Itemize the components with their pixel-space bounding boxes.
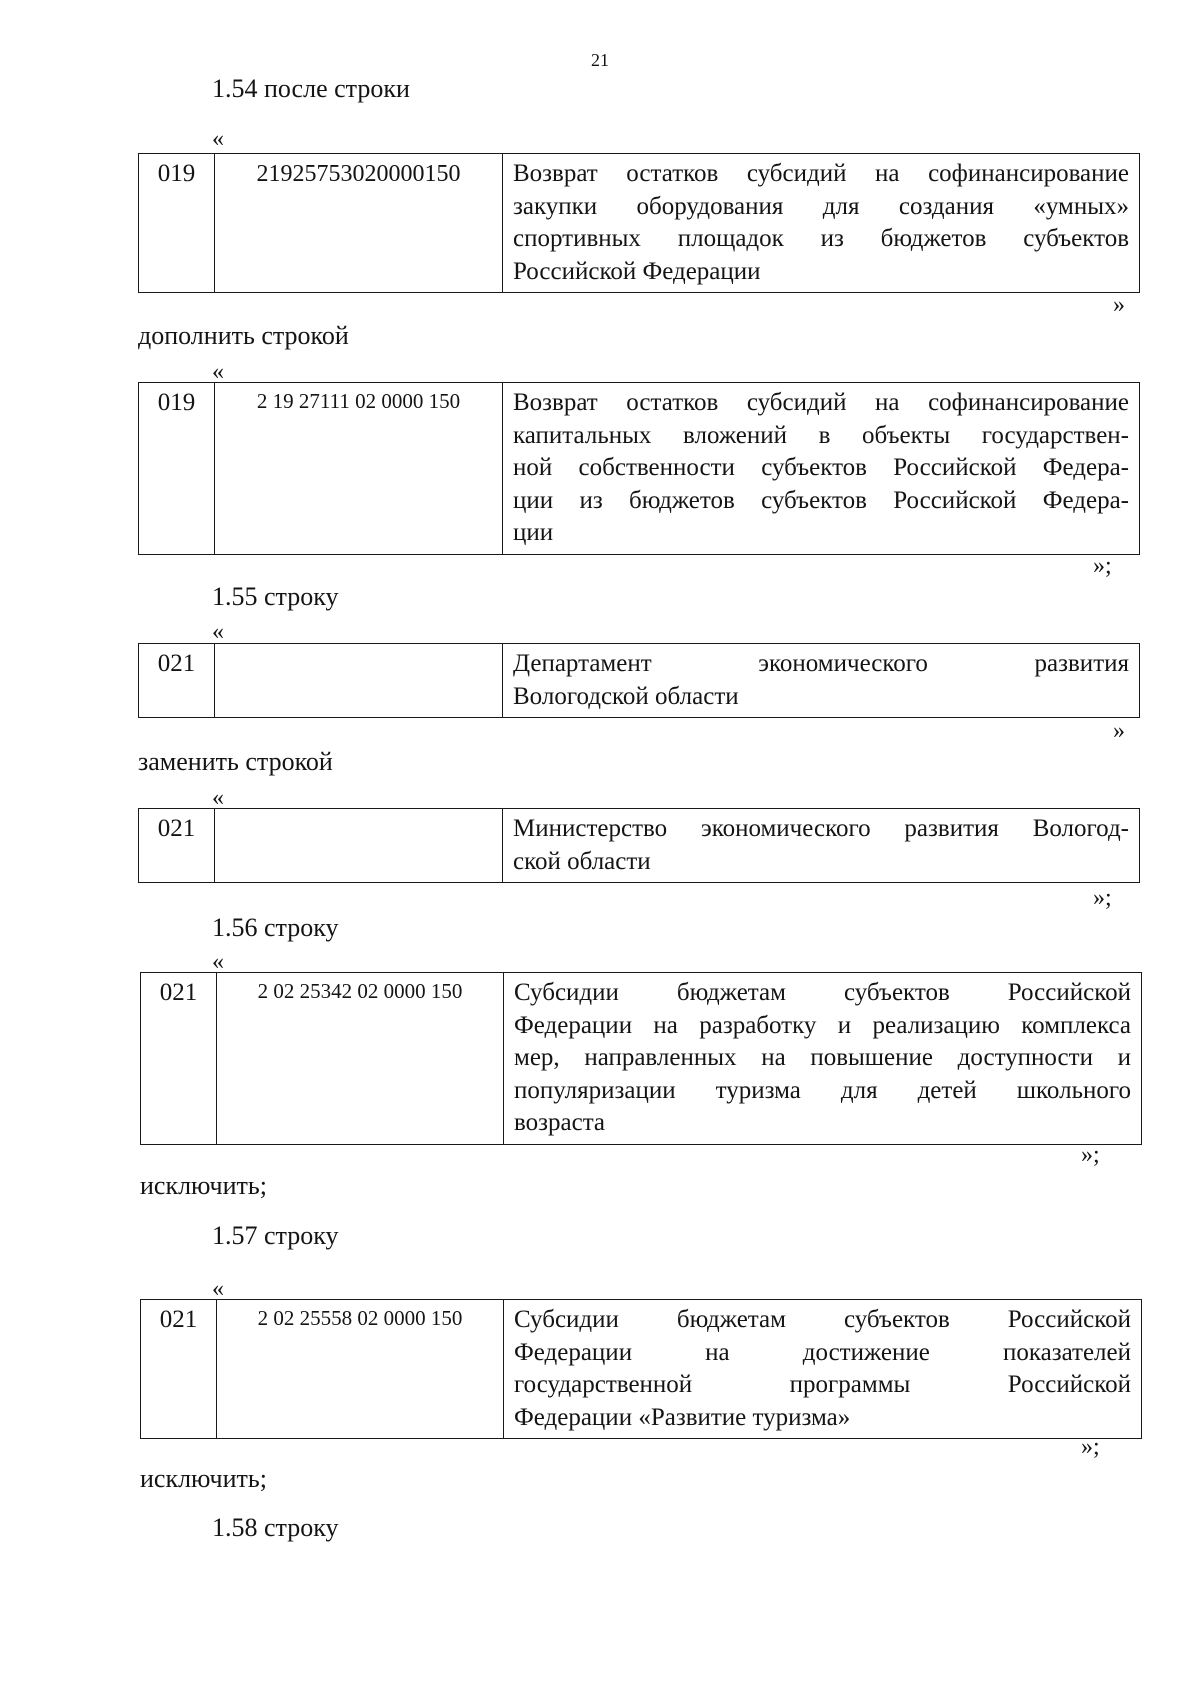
kbk-code-cell bbox=[215, 809, 503, 883]
page-number: 21 bbox=[591, 50, 609, 70]
name-line: ской области bbox=[513, 847, 651, 875]
close-quote: » bbox=[1113, 718, 1125, 744]
revenue-name-cell bbox=[503, 809, 1140, 883]
name-line: возраста bbox=[514, 1109, 606, 1136]
name-line: ции bbox=[513, 519, 554, 546]
budget-code-table bbox=[140, 1299, 1142, 1439]
name-line: ной собственности субъектов Российской Федера- bbox=[513, 454, 1129, 481]
name-line: Вологодской области bbox=[513, 682, 739, 710]
revenue-name-cell bbox=[504, 973, 1142, 1145]
admin-code-cell: 019 bbox=[139, 383, 215, 555]
table-row bbox=[141, 1300, 1142, 1439]
name-line: Министерство экономического развития Вологод- bbox=[513, 815, 1129, 842]
instruction-text: исключить; bbox=[140, 1171, 267, 1200]
instruction-text: заменить строкой bbox=[138, 747, 333, 776]
name-line: капитальных вложений в объекты государствен- bbox=[513, 421, 1129, 449]
name-line: Федерации на разработку и реализацию комплекса bbox=[514, 1011, 1131, 1039]
budget-code-table bbox=[138, 808, 1140, 883]
revenue-name-cell bbox=[504, 1300, 1142, 1439]
table-row bbox=[139, 383, 1140, 555]
name-line: государственной программы Российской bbox=[514, 1371, 1131, 1398]
name-line: Возврат остатков субсидий на софинансирование bbox=[513, 160, 1129, 187]
close-quote: » bbox=[1113, 292, 1125, 318]
kbk-code-cell bbox=[215, 644, 503, 718]
name-line: Федерации «Развитие туризма» bbox=[514, 1403, 851, 1431]
admin-code-cell: 021 bbox=[139, 644, 215, 718]
open-quote: « bbox=[212, 359, 224, 385]
open-quote: « bbox=[212, 619, 224, 645]
open-quote: « bbox=[212, 126, 224, 152]
instruction-text: исключить; bbox=[140, 1464, 267, 1493]
open-quote: « bbox=[212, 785, 224, 811]
instruction-text: 1.56 строку bbox=[212, 913, 339, 942]
name-line: Российской Федерации bbox=[513, 257, 761, 285]
kbk-code-cell: 21925753020000150 bbox=[215, 154, 503, 293]
revenue-name-cell bbox=[503, 383, 1140, 555]
name-line: спортивных площадок из бюджетов субъектов bbox=[513, 225, 1129, 252]
instruction-text: 1.54 после строки bbox=[212, 74, 410, 103]
admin-code-cell: 021 bbox=[141, 973, 217, 1145]
name-line: Федерации на достижение показателей bbox=[514, 1338, 1131, 1366]
admin-code-cell: 021 bbox=[139, 809, 215, 883]
close-quote: »; bbox=[1093, 885, 1112, 911]
name-line: закупки оборудования для создания «умных» bbox=[513, 192, 1129, 220]
open-quote: « bbox=[212, 1276, 224, 1302]
table-row bbox=[139, 644, 1140, 718]
budget-code-table bbox=[138, 382, 1140, 555]
name-line: Субсидии бюджетам субъектов Российской bbox=[514, 979, 1131, 1006]
close-quote: »; bbox=[1081, 1434, 1100, 1460]
kbk-code-cell: 2 19 27111 02 0000 150 bbox=[215, 383, 503, 555]
instruction-text: 1.57 строку bbox=[212, 1221, 339, 1250]
kbk-code-cell: 2 02 25558 02 0000 150 bbox=[217, 1300, 504, 1439]
name-line: мер, направленных на повышение доступности и bbox=[514, 1044, 1131, 1071]
close-quote: »; bbox=[1081, 1142, 1100, 1168]
table-row bbox=[139, 809, 1140, 883]
table-row bbox=[141, 973, 1142, 1145]
instruction-text: дополнить строкой bbox=[138, 321, 349, 350]
instruction-text: 1.58 строку bbox=[212, 1513, 339, 1542]
budget-code-table bbox=[138, 153, 1140, 293]
budget-code-table bbox=[140, 972, 1142, 1145]
table-row bbox=[139, 154, 1140, 293]
open-quote: « bbox=[212, 949, 224, 975]
revenue-name-cell bbox=[503, 644, 1140, 718]
name-line: ции из бюджетов субъектов Российской Федера- bbox=[513, 486, 1129, 514]
admin-code-cell: 019 bbox=[139, 154, 215, 293]
name-line: Департамент экономического развития bbox=[513, 650, 1129, 677]
admin-code-cell: 021 bbox=[141, 1300, 217, 1439]
name-line: Возврат остатков субсидий на софинансирование bbox=[513, 389, 1129, 416]
name-line: популяризации туризма для детей школьного bbox=[514, 1076, 1131, 1104]
close-quote: »; bbox=[1093, 553, 1112, 579]
instruction-text: 1.55 строку bbox=[212, 582, 339, 611]
name-line: Субсидии бюджетам субъектов Российской bbox=[514, 1306, 1131, 1333]
budget-code-table bbox=[138, 643, 1140, 718]
kbk-code-cell: 2 02 25342 02 0000 150 bbox=[217, 973, 504, 1145]
revenue-name-cell bbox=[503, 154, 1140, 293]
